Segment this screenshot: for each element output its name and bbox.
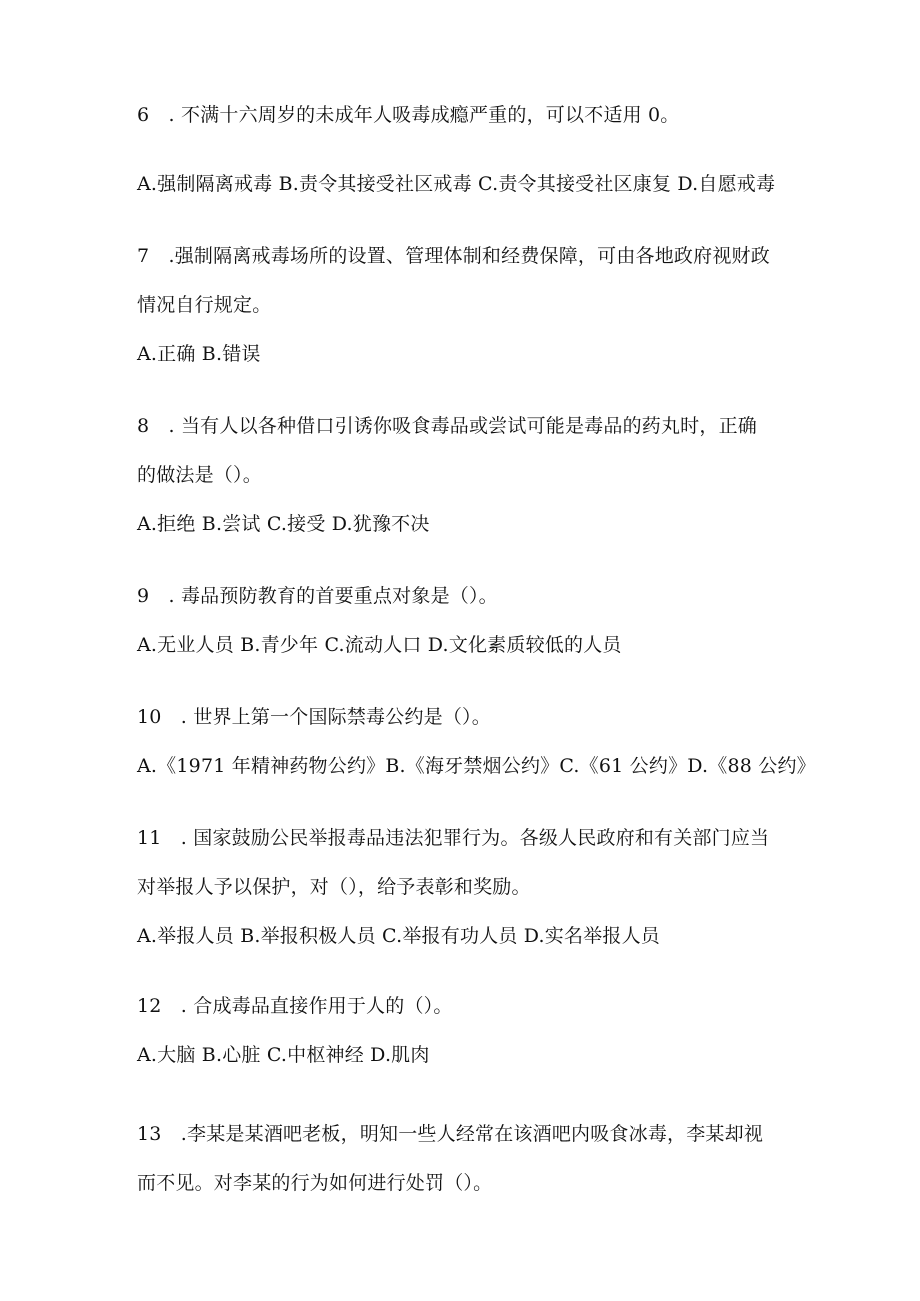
- question-8-text-line-2: 的做法是（）。: [137, 464, 262, 486]
- question-10-text: 10 . 世界上第一个国际禁毒公约是（）。: [137, 706, 491, 728]
- question-12-options: A.大脑 B.心脏 C.中枢神经 D.肌肉: [137, 1044, 430, 1066]
- question-11-options: A.举报人员 B.举报积极人员 C.举报有功人员 D.实名举报人员: [137, 925, 660, 947]
- question-12-text: 12 . 合成毒品直接作用于人的（）。: [137, 995, 453, 1017]
- question-8-options: A.拒绝 B.尝试 C.接受 D.犹豫不决: [137, 513, 430, 535]
- question-7-options: A.正确 B.错误: [137, 343, 261, 365]
- question-10-options: A.《1971 年精神药物公约》B.《海牙禁烟公约》C.《61 公约》D.《88 公约》: [137, 755, 816, 777]
- question-8-text-line-1: 8 . 当有人以各种借口引诱你吸食毒品或尝试可能是毒品的药丸时，正确: [137, 415, 757, 437]
- question-9-options: A.无业人员 B.青少年 C.流动人口 D.文化素质较低的人员: [137, 634, 622, 656]
- question-11-text-line-2: 对举报人予以保护，对（），给予表彰和奖励。: [137, 876, 531, 898]
- question-7-text-line-2: 情况自行规定。: [137, 294, 272, 316]
- question-13-text-line-2: 而不见。对李某的行为如何进行处罚（）。: [137, 1172, 493, 1194]
- question-9-text: 9 . 毒品预防教育的首要重点对象是（）。: [137, 585, 498, 607]
- question-6-text: 6 . 不满十六周岁的未成年人吸毒成瘾严重的，可以不适用 0。: [137, 104, 680, 126]
- question-11-text-line-1: 11 . 国家鼓励公民举报毒品违法犯罪行为。各级人民政府和有关部门应当: [137, 827, 770, 849]
- question-6-options: A.强制隔离戒毒 B.责令其接受社区戒毒 C.责令其接受社区康复 D.自愿戒毒: [137, 173, 776, 195]
- question-13-text-line-1: 13 .李某是某酒吧老板，明知一些人经常在该酒吧内吸食冰毒，李某却视: [137, 1123, 764, 1145]
- question-7-text-line-1: 7 .强制隔离戒毒场所的设置、管理体制和经费保障，可由各地政府视财政: [137, 245, 770, 267]
